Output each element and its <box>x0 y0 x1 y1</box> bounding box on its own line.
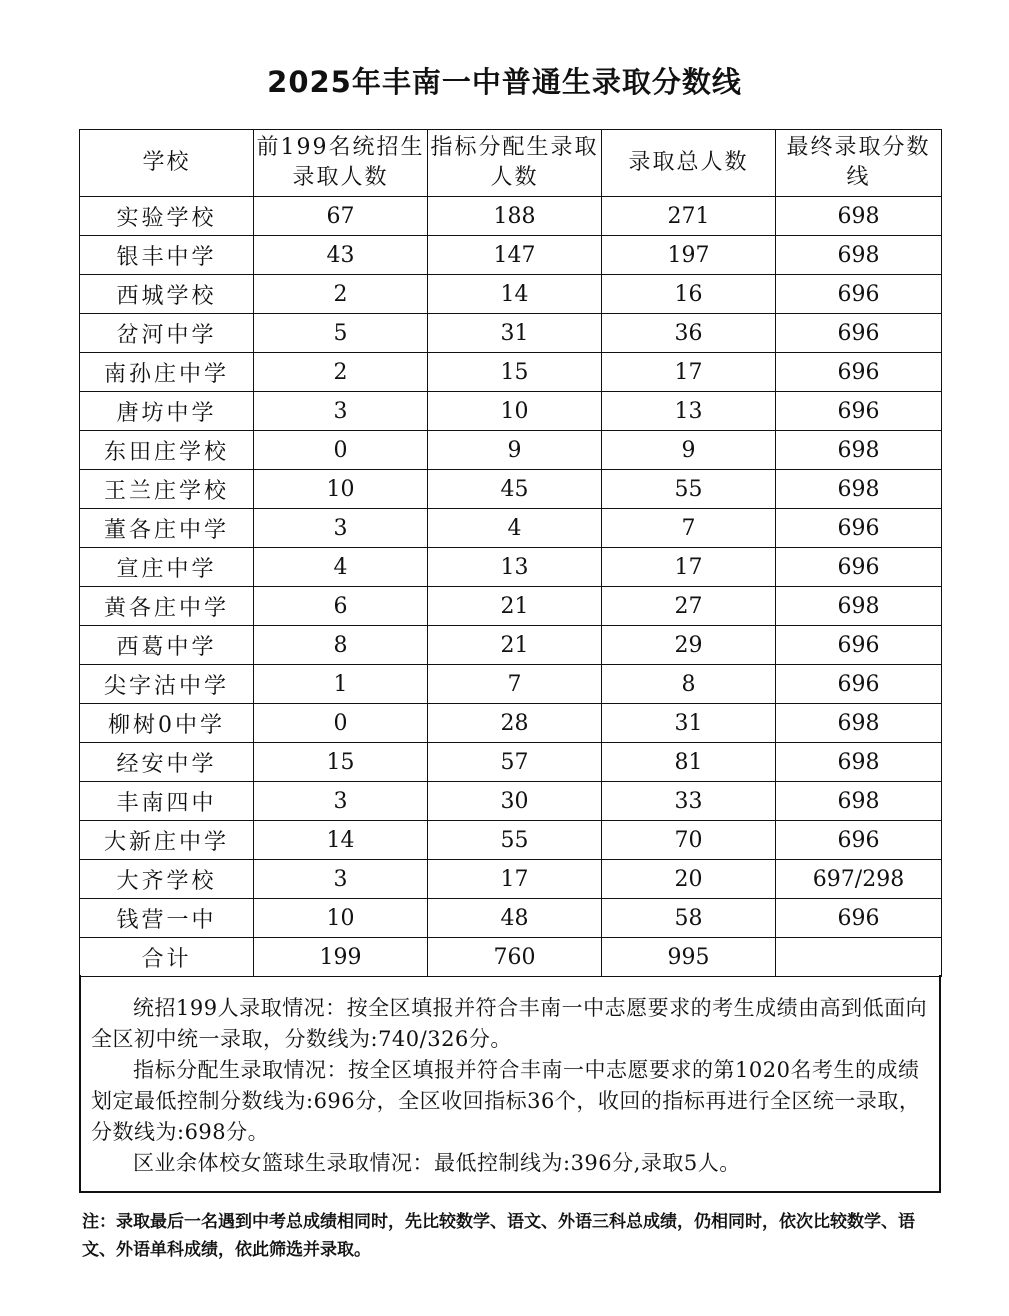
total-count: 55 <box>602 470 776 509</box>
unified-count: 4 <box>254 548 428 587</box>
school-name: 经安中学 <box>80 743 254 782</box>
cutoff-score: 696 <box>776 275 942 314</box>
table-row <box>80 509 942 548</box>
footnote: 注：录取最后一名遇到中考总成绩相同时，先比较数学、语文、外语三科总成绩，仍相同时，依次比较数学、语文、外语单科成绩，依此筛选并录取。 <box>82 1212 915 1260</box>
quota-count: 188 <box>428 197 602 236</box>
unified-count: 1 <box>254 665 428 704</box>
table-row <box>80 821 942 860</box>
table-row <box>80 743 942 782</box>
total-count: 9 <box>602 431 776 470</box>
quota-count: 17 <box>428 860 602 899</box>
table-row <box>80 860 942 899</box>
unified-count: 5 <box>254 314 428 353</box>
quota-count: 21 <box>428 587 602 626</box>
school-name: 丰南四中 <box>80 782 254 821</box>
table-row <box>80 197 942 236</box>
quota-count: 147 <box>428 236 602 275</box>
quota-count: 14 <box>428 275 602 314</box>
total-count: 58 <box>602 899 776 938</box>
table-row <box>80 431 942 470</box>
table-row <box>80 899 942 938</box>
unified-count: 3 <box>254 782 428 821</box>
note-unified: 统招199人录取情况：按全区填报并符合丰南一中志愿要求的考生成绩由高到低面向全区初中统一录取，分数线为:740/326分。 <box>91 996 928 1051</box>
school-name: 钱营一中 <box>80 899 254 938</box>
quota-count: 10 <box>428 392 602 431</box>
quota-count: 760 <box>428 938 602 977</box>
total-count: 16 <box>602 275 776 314</box>
unified-count: 10 <box>254 470 428 509</box>
cutoff-score: 696 <box>776 353 942 392</box>
table-body <box>80 197 942 977</box>
total-count: 17 <box>602 353 776 392</box>
cutoff-score: 696 <box>776 509 942 548</box>
total-count: 36 <box>602 314 776 353</box>
total-count: 7 <box>602 509 776 548</box>
total-count: 8 <box>602 665 776 704</box>
unified-count: 6 <box>254 587 428 626</box>
unified-count: 0 <box>254 431 428 470</box>
unified-count: 67 <box>254 197 428 236</box>
cutoff-score: 696 <box>776 548 942 587</box>
school-name: 宣庄中学 <box>80 548 254 587</box>
unified-count: 3 <box>254 860 428 899</box>
total-count: 17 <box>602 548 776 587</box>
header-quota-enrollment: 指标分配生录取人数 <box>428 130 602 197</box>
school-name: 王兰庄学校 <box>80 470 254 509</box>
quota-count: 13 <box>428 548 602 587</box>
total-count: 197 <box>602 236 776 275</box>
page-title: 2025年丰南一中普通生录取分数线 <box>267 65 742 99</box>
cutoff-score: 698 <box>776 431 942 470</box>
table-header-row <box>80 130 942 197</box>
cutoff-score: 696 <box>776 392 942 431</box>
unified-count: 3 <box>254 509 428 548</box>
cutoff-score: 698 <box>776 470 942 509</box>
admission-notes <box>79 975 941 1193</box>
unified-count: 0 <box>254 704 428 743</box>
school-name: 唐坊中学 <box>80 392 254 431</box>
table-row <box>80 782 942 821</box>
table-row <box>80 353 942 392</box>
table-row <box>80 587 942 626</box>
quota-count: 31 <box>428 314 602 353</box>
quota-count: 48 <box>428 899 602 938</box>
cutoff-score: 696 <box>776 626 942 665</box>
unified-count: 199 <box>254 938 428 977</box>
cutoff-score: 698 <box>776 587 942 626</box>
school-name: 大新庄中学 <box>80 821 254 860</box>
quota-count: 45 <box>428 470 602 509</box>
quota-count: 55 <box>428 821 602 860</box>
total-count: 29 <box>602 626 776 665</box>
total-count: 271 <box>602 197 776 236</box>
unified-count: 2 <box>254 275 428 314</box>
school-name: 合计 <box>80 938 254 977</box>
quota-count: 28 <box>428 704 602 743</box>
unified-count: 15 <box>254 743 428 782</box>
quota-count: 21 <box>428 626 602 665</box>
cutoff-score: 698 <box>776 743 942 782</box>
quota-count: 15 <box>428 353 602 392</box>
unified-count: 3 <box>254 392 428 431</box>
table-row <box>80 236 942 275</box>
note-quota: 指标分配生录取情况：按全区填报并符合丰南一中志愿要求的第1020名考生的成绩划定最低控制分数线为:696分，全区收回指标36个，收回的指标再进行全区统一录取，分数线为:698分。 <box>91 1058 921 1144</box>
table-row <box>80 314 942 353</box>
school-name: 黄各庄中学 <box>80 587 254 626</box>
school-name: 西城学校 <box>80 275 254 314</box>
cutoff-score: 696 <box>776 821 942 860</box>
quota-count: 30 <box>428 782 602 821</box>
total-count: 995 <box>602 938 776 977</box>
table-row <box>80 470 942 509</box>
unified-count: 2 <box>254 353 428 392</box>
total-count: 27 <box>602 587 776 626</box>
school-name: 柳树0中学 <box>80 704 254 743</box>
quota-count: 57 <box>428 743 602 782</box>
school-name: 大齐学校 <box>80 860 254 899</box>
school-name: 尖字沽中学 <box>80 665 254 704</box>
header-unified-enrollment: 前199名统招生录取人数 <box>254 130 428 197</box>
total-count: 20 <box>602 860 776 899</box>
cutoff-score: 698 <box>776 236 942 275</box>
school-name: 董各庄中学 <box>80 509 254 548</box>
school-name: 岔河中学 <box>80 314 254 353</box>
total-count: 70 <box>602 821 776 860</box>
school-name: 银丰中学 <box>80 236 254 275</box>
cutoff-score <box>776 938 942 977</box>
unified-count: 14 <box>254 821 428 860</box>
quota-count: 4 <box>428 509 602 548</box>
total-count: 33 <box>602 782 776 821</box>
header-school: 学校 <box>80 130 254 197</box>
cutoff-score: 698 <box>776 704 942 743</box>
admission-table <box>79 129 942 977</box>
cutoff-score: 698 <box>776 197 942 236</box>
table-row <box>80 704 942 743</box>
cutoff-score: 698 <box>776 782 942 821</box>
table-row <box>80 626 942 665</box>
cutoff-score: 696 <box>776 665 942 704</box>
total-count: 81 <box>602 743 776 782</box>
school-name: 实验学校 <box>80 197 254 236</box>
total-count: 31 <box>602 704 776 743</box>
cutoff-score: 697/298 <box>776 860 942 899</box>
table-row <box>80 392 942 431</box>
cutoff-score: 696 <box>776 314 942 353</box>
total-row <box>80 938 942 977</box>
unified-count: 8 <box>254 626 428 665</box>
unified-count: 10 <box>254 899 428 938</box>
quota-count: 9 <box>428 431 602 470</box>
table-row <box>80 275 942 314</box>
table-row <box>80 548 942 587</box>
unified-count: 43 <box>254 236 428 275</box>
total-count: 13 <box>602 392 776 431</box>
school-name: 南孙庄中学 <box>80 353 254 392</box>
cutoff-score: 696 <box>776 899 942 938</box>
header-total-enrollment: 录取总人数 <box>602 130 776 197</box>
table-row <box>80 665 942 704</box>
quota-count: 7 <box>428 665 602 704</box>
note-sports: 区业余体校女篮球生录取情况：最低控制线为:396分,录取5人。 <box>133 1151 741 1175</box>
school-name: 西葛中学 <box>80 626 254 665</box>
school-name: 东田庄学校 <box>80 431 254 470</box>
header-final-cutoff: 最终录取分数线 <box>776 130 942 197</box>
